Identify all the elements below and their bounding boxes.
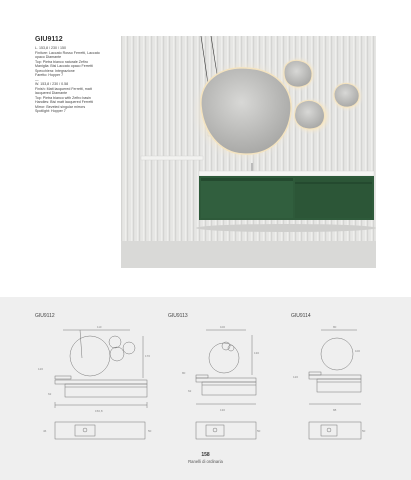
desc-line: Specchiera: Integrazione — [35, 68, 75, 73]
dim-label: 110 — [97, 325, 102, 329]
dim-label: 80 — [182, 371, 186, 375]
desc-line: Mirror: Beveled singular mirrors — [35, 104, 86, 109]
page-number: 158 — [201, 452, 210, 458]
drawing-label: GIU9113 — [168, 313, 188, 319]
drawing-giu9114 — [291, 320, 391, 445]
dim-label: 170 — [145, 354, 151, 358]
dim-label: 100 — [220, 325, 226, 329]
dim-label: 120 — [293, 375, 299, 379]
product-description — [35, 46, 115, 114]
desc-line: W. 153,8 / 230 / 0.58 — [35, 82, 69, 86]
desc-line: Spotlight: Hopper 7 — [35, 109, 66, 113]
drawing-giu9112 — [35, 320, 155, 445]
desc-line: lacquered Diamante — [35, 91, 68, 95]
dim-label: 150,8 — [95, 409, 103, 413]
drawing-label: GIU9112 — [35, 313, 55, 319]
page-footer: Ranelli di ordinaria — [188, 459, 223, 464]
desc-line: Handles: Bisi matt lacquered Ferretti — [35, 100, 94, 104]
dim-label: 50 — [257, 429, 261, 433]
desc-line: Faretto: Hopper 7 — [35, 73, 64, 77]
dim-label: 62 — [188, 389, 192, 393]
dim-label: 88 — [333, 408, 337, 412]
product-photo — [121, 36, 376, 268]
product-code: GIU9112 — [35, 36, 63, 43]
bathroom-scene — [121, 36, 376, 268]
dim-label: 130 — [254, 351, 260, 355]
desc-line: — — [35, 77, 39, 82]
dim-label: 130 — [220, 408, 226, 412]
desc-line: opaco Diamante — [35, 55, 62, 59]
dim-label: 80 — [333, 325, 337, 329]
drawing-giu9113 — [168, 320, 268, 445]
drawing-label: GIU9114 — [291, 313, 311, 319]
dim-label: 46 — [43, 429, 47, 433]
dim-label: 120 — [38, 367, 44, 371]
desc-line: Top: Pietra bianco naturale Zefiro — [35, 59, 88, 64]
dim-label: 50 — [362, 429, 366, 433]
dim-label: 100 — [355, 349, 361, 353]
desc-line: Top: Pietra bianco with Zefiro basin — [35, 95, 91, 100]
desc-line: Finiture: Laccato Rosso Ferretti, Laccato — [35, 50, 100, 55]
desc-line: Finish: Matt lacquered Ferretti, matt — [35, 86, 92, 91]
dim-label: 62 — [48, 392, 52, 396]
dim-label: 50 — [148, 429, 152, 433]
desc-line: L. 153,8 / 230 / 150 — [35, 46, 66, 50]
desc-line: Maniglia: Bisi Laccato opaco Ferretti — [35, 64, 93, 68]
